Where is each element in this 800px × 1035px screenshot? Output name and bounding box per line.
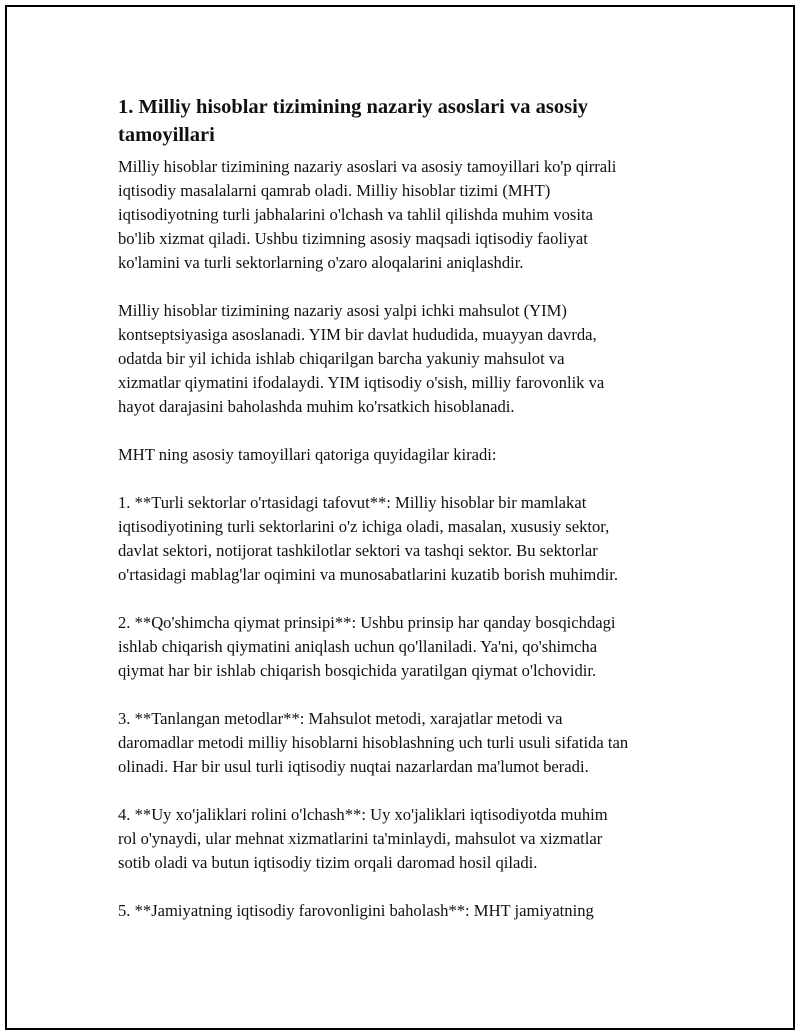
text-line: Milliy hisoblar tizimining nazariy asosi yalpi ichki mahsulot (YIM) bbox=[118, 301, 567, 320]
text-line: olinadi. Har bir usul turli iqtisodiy nuqtai nazarlardan ma'lumot beradi. bbox=[118, 757, 589, 776]
text-line: iqtisodiyotning turli jabhalarini o'lchash va tahlil qilishda muhim vosita bbox=[118, 205, 593, 224]
text-line: 2. **Qo'shimcha qiymat prinsipi**: Ushbu prinsip har qanday bosqichdagi bbox=[118, 613, 616, 632]
text-line: sotib oladi va butun iqtisodiy tizim orqali daromad hosil qiladi. bbox=[118, 853, 538, 872]
text-line: daromadlar metodi milliy hisoblarni hisoblashning uch turli usuli sifatida tan bbox=[118, 733, 629, 752]
document-body bbox=[118, 93, 698, 947]
principle-item-3 bbox=[118, 707, 698, 779]
text-line: Milliy hisoblar tizimining nazariy asoslari va asosiy tamoyillari ko'p qirrali bbox=[118, 157, 617, 176]
intro-paragraph bbox=[118, 155, 698, 275]
text-line: 4. **Uy xo'jaliklari rolini o'lchash**: Uy xo'jaliklari iqtisodiyotda muhim bbox=[118, 805, 608, 824]
yim-paragraph bbox=[118, 299, 698, 419]
principle-item-5 bbox=[118, 899, 698, 923]
document-page bbox=[5, 5, 795, 1030]
text-line: MHT ning asosiy tamoyillari qatoriga quyidagilar kiradi: bbox=[118, 445, 497, 464]
text-line: davlat sektori, notijorat tashkilotlar sektori va tashqi sektor. Bu sektorlar bbox=[118, 541, 598, 560]
text-line: bo'lib xizmat qiladi. Ushbu tizimning asosiy maqsadi iqtisodiy faoliyat bbox=[118, 229, 588, 248]
text-line: o'rtasidagi mablag'lar oqimini va munosabatlarini kuzatib borish muhimdir. bbox=[118, 565, 619, 584]
text-line: iqtisodiy masalalarni qamrab oladi. Milliy hisoblar tizimi (MHT) bbox=[118, 181, 551, 200]
text-line: odatda bir yil ichida ishlab chiqarilgan barcha yakuniy mahsulot va bbox=[118, 349, 565, 368]
principle-item-4 bbox=[118, 803, 698, 875]
principle-item-1 bbox=[118, 491, 698, 587]
text-line: ishlab chiqarish qiymatini aniqlash uchun qo'llaniladi. Ya'ni, qo'shimcha bbox=[118, 637, 598, 656]
text-line: qiymat har bir ishlab chiqarish bosqichida yaratilgan qiymat o'lchovidir. bbox=[118, 661, 597, 680]
principle-item-2 bbox=[118, 611, 698, 683]
text-line: xizmatlar qiymatini ifodalaydi. YIM iqtisodiy o'sish, milliy farovonlik va bbox=[118, 373, 605, 392]
text-line: kontseptsiyasiga asoslanadi. YIM bir davlat hududida, muayyan davrda, bbox=[118, 325, 597, 344]
text-line: iqtisodiyotining turli sektorlarini o'z ichiga oladi, masalan, xususiy sektor, bbox=[118, 517, 610, 536]
title-line: 1. Milliy hisoblar tizimining nazariy asoslari va asosiy bbox=[118, 96, 589, 118]
text-line: rol o'ynaydi, ular mehnat xizmatlarini ta'minlaydi, mahsulot va xizmatlar bbox=[118, 829, 603, 848]
text-line: hayot darajasini baholashda muhim ko'rsatkich hisoblanadi. bbox=[118, 397, 515, 416]
section-title bbox=[118, 93, 698, 149]
text-line: 1. **Turli sektorlar o'rtasidagi tafovut**: Milliy hisoblar bir mamlakat bbox=[118, 493, 587, 512]
principles-intro-paragraph bbox=[118, 443, 698, 467]
title-line: tamoyillari bbox=[118, 124, 215, 146]
text-line: 3. **Tanlangan metodlar**: Mahsulot metodi, xarajatlar metodi va bbox=[118, 709, 563, 728]
text-line: 5. **Jamiyatning iqtisodiy farovonligini baholash**: MHT jamiyatning bbox=[118, 901, 594, 920]
text-line: ko'lamini va turli sektorlarning o'zaro aloqalarini aniqlashdir. bbox=[118, 253, 524, 272]
